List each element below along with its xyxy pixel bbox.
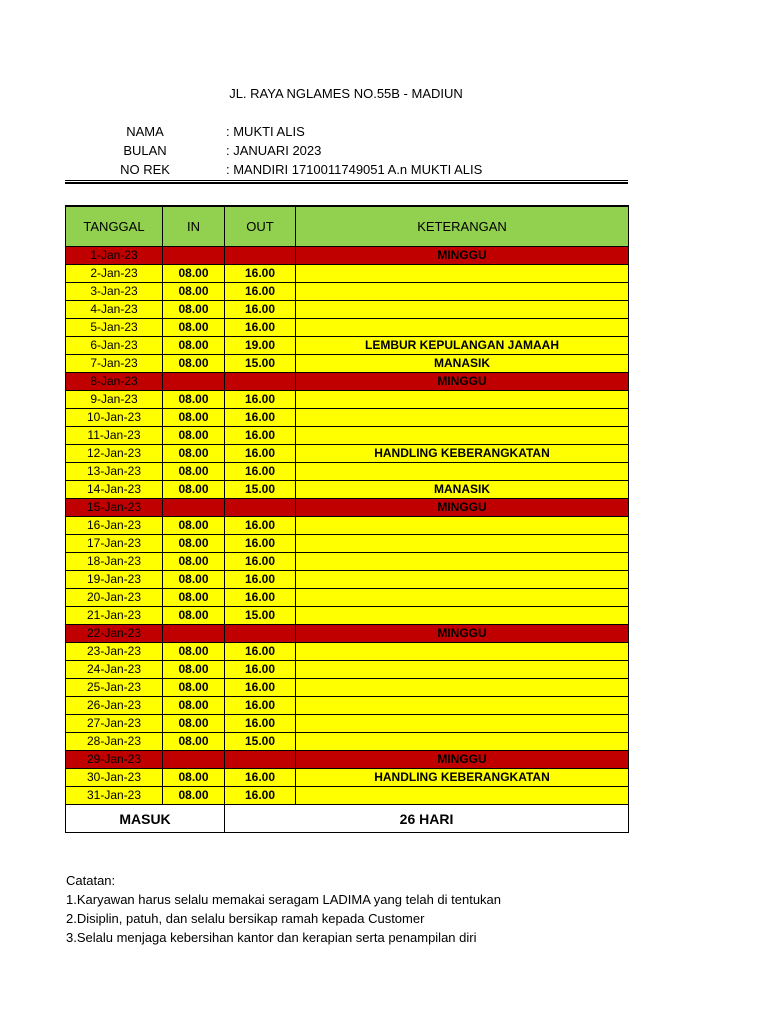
cell-date: 29-Jan-23 [66,751,163,769]
cell-date: 3-Jan-23 [66,283,163,301]
table-row [66,319,629,337]
cell-in [163,373,225,391]
cell-note: MINGGU [296,247,629,265]
cell-note: MINGGU [296,499,629,517]
table-row [66,391,629,409]
cell-in: 08.00 [163,463,225,481]
column-header-date: TANGGAL [66,206,163,247]
cell-in [163,247,225,265]
cell-note [296,409,629,427]
cell-note [296,607,629,625]
cell-out: 16.00 [225,715,296,733]
table-row [66,589,629,607]
cell-out: 16.00 [225,643,296,661]
table-row [66,787,629,805]
cell-out [225,625,296,643]
cell-out: 16.00 [225,571,296,589]
cell-out: 16.00 [225,697,296,715]
cell-date: 10-Jan-23 [66,409,163,427]
cell-in: 08.00 [163,427,225,445]
table-row [66,481,629,499]
account-label: NO REK [120,162,170,177]
cell-date: 16-Jan-23 [66,517,163,535]
cell-note [296,535,629,553]
cell-out: 16.00 [225,265,296,283]
cell-out: 16.00 [225,427,296,445]
cell-note [296,391,629,409]
cell-note [296,463,629,481]
cell-out: 15.00 [225,481,296,499]
note-item: 2.Disiplin, patuh, dan selalu bersikap ramah kepada Customer [66,911,425,926]
cell-date: 27-Jan-23 [66,715,163,733]
table-row [66,517,629,535]
attendance-table [65,205,629,833]
cell-note [296,319,629,337]
table-row [66,337,629,355]
header-divider-top [65,180,628,181]
cell-in: 08.00 [163,391,225,409]
cell-note [296,697,629,715]
cell-date: 15-Jan-23 [66,499,163,517]
cell-in: 08.00 [163,409,225,427]
cell-note: MINGGU [296,373,629,391]
cell-note [296,661,629,679]
cell-out: 16.00 [225,535,296,553]
name-label: NAMA [126,124,164,139]
cell-note [296,643,629,661]
cell-note [296,715,629,733]
cell-note: MANASIK [296,355,629,373]
cell-in: 08.00 [163,643,225,661]
table-row [66,535,629,553]
cell-note: MINGGU [296,751,629,769]
cell-in: 08.00 [163,715,225,733]
table-row [66,499,629,517]
cell-note: LEMBUR KEPULANGAN JAMAAH [296,337,629,355]
cell-out: 15.00 [225,733,296,751]
cell-date: 28-Jan-23 [66,733,163,751]
table-row [66,733,629,751]
cell-out: 19.00 [225,337,296,355]
cell-in: 08.00 [163,697,225,715]
table-row [66,301,629,319]
cell-note [296,679,629,697]
account-value: : MANDIRI 1710011749051 A.n MUKTI ALIS [226,162,483,177]
table-row [66,661,629,679]
cell-note [296,283,629,301]
cell-date: 30-Jan-23 [66,769,163,787]
cell-in [163,625,225,643]
cell-date: 26-Jan-23 [66,697,163,715]
cell-out: 16.00 [225,517,296,535]
table-row [66,553,629,571]
notes-section [66,871,501,947]
column-header-in: IN [163,206,225,247]
cell-in: 08.00 [163,355,225,373]
cell-in: 08.00 [163,517,225,535]
column-header-note: KETERANGAN [296,206,629,247]
table-row [66,607,629,625]
table-row [66,265,629,283]
cell-note: HANDLING KEBERANGKATAN [296,769,629,787]
cell-in: 08.00 [163,589,225,607]
table-row [66,283,629,301]
cell-date: 12-Jan-23 [66,445,163,463]
table-row [66,643,629,661]
table-row [66,445,629,463]
cell-in: 08.00 [163,769,225,787]
cell-in: 08.00 [163,553,225,571]
cell-out: 16.00 [225,409,296,427]
cell-out [225,247,296,265]
header-divider-bottom [65,182,628,184]
cell-note [296,517,629,535]
cell-in: 08.00 [163,679,225,697]
cell-out: 16.00 [225,301,296,319]
cell-date: 25-Jan-23 [66,679,163,697]
total-label: MASUK [66,805,225,833]
table-row [66,463,629,481]
note-item: 1.Karyawan harus selalu memakai seragam LADIMA yang telah di tentukan [66,892,502,907]
cell-out: 16.00 [225,283,296,301]
table-row [66,355,629,373]
table-row [66,373,629,391]
cell-date: 9-Jan-23 [66,391,163,409]
table-row [66,679,629,697]
cell-out [225,499,296,517]
cell-in: 08.00 [163,787,225,805]
cell-out: 16.00 [225,589,296,607]
cell-out: 15.00 [225,607,296,625]
cell-date: 21-Jan-23 [66,607,163,625]
cell-date: 24-Jan-23 [66,661,163,679]
table-row [66,769,629,787]
cell-in: 08.00 [163,571,225,589]
cell-in [163,499,225,517]
cell-date: 4-Jan-23 [66,301,163,319]
note-item: 3.Selalu menjaga kebersihan kantor dan kerapian serta penampilan diri [66,930,477,945]
cell-in: 08.00 [163,733,225,751]
month-value: : JANUARI 2023 [226,143,322,158]
cell-note: MANASIK [296,481,629,499]
cell-note [296,301,629,319]
cell-in: 08.00 [163,607,225,625]
month-label: BULAN [123,143,167,158]
cell-date: 7-Jan-23 [66,355,163,373]
cell-date: 6-Jan-23 [66,337,163,355]
cell-out: 16.00 [225,319,296,337]
cell-note [296,265,629,283]
company-address: JL. RAYA NGLAMES NO.55B - MADIUN [229,86,463,101]
cell-date: 8-Jan-23 [66,373,163,391]
cell-out [225,751,296,769]
cell-note [296,427,629,445]
name-value: : MUKTI ALIS [226,124,305,139]
cell-out [225,373,296,391]
cell-note: MINGGU [296,625,629,643]
column-header-out: OUT [225,206,296,247]
cell-note: HANDLING KEBERANGKATAN [296,445,629,463]
cell-date: 19-Jan-23 [66,571,163,589]
cell-in: 08.00 [163,265,225,283]
cell-date: 13-Jan-23 [66,463,163,481]
cell-date: 17-Jan-23 [66,535,163,553]
cell-date: 20-Jan-23 [66,589,163,607]
cell-date: 5-Jan-23 [66,319,163,337]
table-row [66,571,629,589]
cell-out: 16.00 [225,553,296,571]
cell-in: 08.00 [163,301,225,319]
cell-in: 08.00 [163,661,225,679]
table-row [66,751,629,769]
cell-in: 08.00 [163,283,225,301]
cell-out: 16.00 [225,769,296,787]
table-row [66,715,629,733]
cell-note [296,589,629,607]
cell-note [296,571,629,589]
cell-date: 22-Jan-23 [66,625,163,643]
cell-out: 15.00 [225,355,296,373]
cell-out: 16.00 [225,391,296,409]
cell-out: 16.00 [225,661,296,679]
cell-out: 16.00 [225,445,296,463]
table-row [66,427,629,445]
total-value: 26 HARI [225,805,629,833]
table-row [66,625,629,643]
table-row [66,697,629,715]
attendance-rows [66,247,629,805]
cell-out: 16.00 [225,787,296,805]
cell-date: 18-Jan-23 [66,553,163,571]
cell-date: 23-Jan-23 [66,643,163,661]
total-row [66,805,629,833]
cell-note [296,787,629,805]
cell-note [296,733,629,751]
cell-date: 2-Jan-23 [66,265,163,283]
cell-in: 08.00 [163,535,225,553]
cell-in: 08.00 [163,337,225,355]
cell-date: 14-Jan-23 [66,481,163,499]
attendance-header-row [66,206,629,247]
notes-title: Catatan: [66,873,116,888]
cell-in [163,751,225,769]
table-row [66,409,629,427]
cell-date: 1-Jan-23 [66,247,163,265]
table-row [66,247,629,265]
cell-out: 16.00 [225,679,296,697]
cell-out: 16.00 [225,463,296,481]
cell-date: 31-Jan-23 [66,787,163,805]
cell-note [296,553,629,571]
cell-in: 08.00 [163,481,225,499]
cell-in: 08.00 [163,319,225,337]
cell-date: 11-Jan-23 [66,427,163,445]
cell-in: 08.00 [163,445,225,463]
